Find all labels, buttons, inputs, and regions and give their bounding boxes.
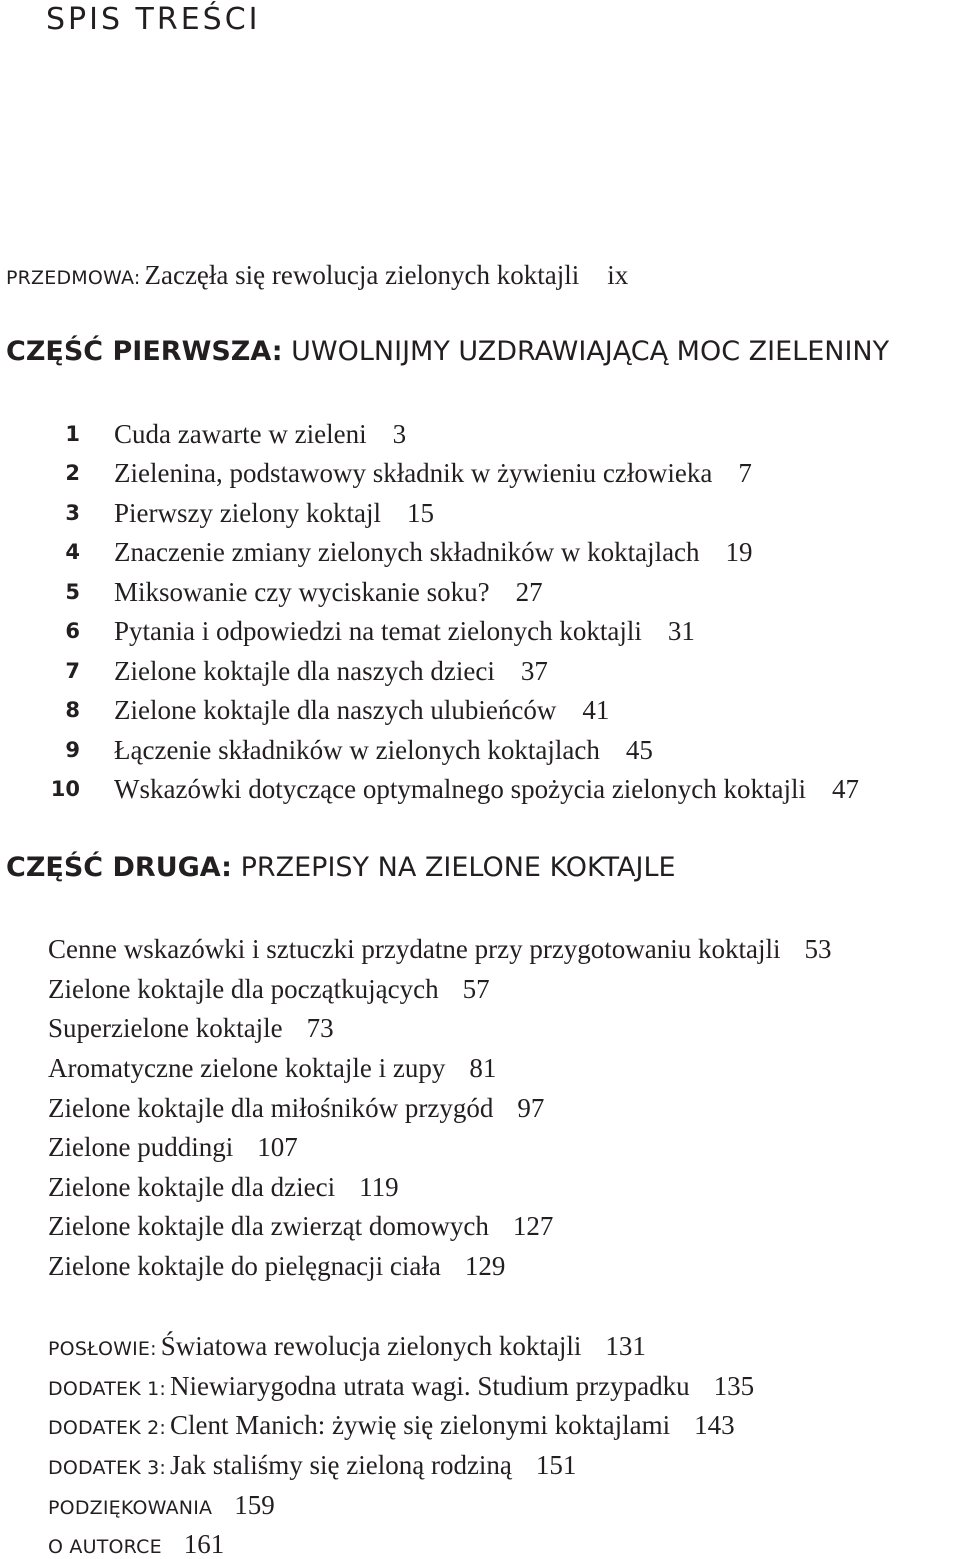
section-title: Zielone koktajle dla miłośników przygód	[48, 1093, 494, 1123]
chapter-title: Zielone koktajle dla naszych dzieci	[114, 656, 495, 686]
entry-label: PODZIĘKOWANIA	[48, 1497, 213, 1519]
section-page: 97	[517, 1093, 545, 1123]
entry-title: Clent Manich: żywię się zielonymi koktajlami	[170, 1410, 671, 1440]
chapter-title: Cuda zawarte w zieleni	[114, 419, 367, 449]
section-page: 57	[462, 974, 490, 1004]
chapter-number: 1	[65, 422, 80, 446]
entry-label: PRZEDMOWA:	[6, 267, 141, 289]
section-entry[interactable]	[48, 1174, 399, 1201]
part-title: PRZEPISY NA ZIELONE KOKTAJLE	[240, 852, 676, 883]
entry-title: Jak staliśmy się zieloną rodziną	[170, 1450, 512, 1480]
chapter-number: 7	[65, 659, 80, 683]
entry-title: Niewiarygodna utrata wagi. Studium przypadku	[170, 1371, 690, 1401]
toc-entry-afterword[interactable]	[48, 1333, 646, 1360]
entry-label: DODATEK 2:	[48, 1417, 167, 1439]
chapter-number: 9	[65, 738, 80, 762]
entry-page: 159	[234, 1490, 275, 1520]
part-label: CZĘŚĆ PIERWSZA:	[6, 336, 283, 367]
chapter-title: Zielenina, podstawowy składnik w żywieniu człowieka	[114, 458, 713, 488]
part-two-heading[interactable]	[6, 854, 676, 881]
section-entry[interactable]	[48, 1253, 505, 1280]
chapter-title: Miksowanie czy wyciskanie soku?	[114, 577, 490, 607]
chapter-title: Pierwszy zielony koktajl	[114, 498, 381, 528]
toc-entry-appendix-3[interactable]	[48, 1452, 576, 1479]
chapter-page: 45	[625, 735, 653, 765]
chapter-page: 19	[725, 537, 753, 567]
chapter-page: 41	[582, 695, 610, 725]
entry-page: 131	[605, 1331, 646, 1361]
toc-entry-appendix-1[interactable]	[48, 1373, 754, 1400]
entry-label: POSŁOWIE:	[48, 1338, 157, 1360]
part-one-heading[interactable]	[6, 338, 889, 365]
chapter-title: Zielone koktajle dla naszych ulubieńców	[114, 695, 557, 725]
chapter-title: Wskazówki dotyczące optymalnego spożycia zielonych koktajli	[114, 774, 807, 804]
entry-page: 143	[694, 1410, 735, 1440]
chapter-page: 3	[392, 419, 407, 449]
section-entry[interactable]	[48, 1213, 553, 1240]
part-label: CZĘŚĆ DRUGA:	[6, 852, 232, 883]
entry-title: Światowa rewolucja zielonych koktajli	[160, 1331, 582, 1361]
chapter-page: 37	[520, 656, 548, 686]
chapter-page: 7	[738, 458, 752, 488]
entry-page: 151	[535, 1450, 577, 1480]
section-entry[interactable]	[48, 1055, 496, 1082]
chapter-page: 27	[515, 577, 543, 607]
chapter-page: 47	[832, 774, 860, 804]
toc-entry-about-author[interactable]	[48, 1531, 224, 1558]
section-entry[interactable]	[48, 1095, 544, 1122]
entry-page: ix	[607, 260, 629, 290]
chapter-page: 15	[406, 498, 434, 528]
section-title: Aromatyczne zielone koktajle i zupy	[48, 1053, 446, 1083]
entry-label: O AUTORCE	[48, 1536, 162, 1558]
section-title: Zielone koktajle do pielęgnacji ciała	[48, 1251, 441, 1281]
entry-label: DODATEK 3:	[48, 1457, 167, 1479]
chapter-number: 3	[65, 501, 80, 525]
section-title: Superzielone koktajle	[48, 1013, 283, 1043]
chapter-number: 4	[65, 540, 80, 564]
section-page: 73	[306, 1013, 334, 1043]
entry-label: DODATEK 1:	[48, 1378, 167, 1400]
chapter-title: Znaczenie zmiany zielonych składników w koktajlach	[114, 537, 700, 567]
chapter-number: 8	[65, 698, 80, 722]
entry-page: 161	[183, 1529, 225, 1559]
page-title: SPIS TREŚCI	[46, 2, 261, 37]
section-page: 53	[804, 934, 832, 964]
section-page: 107	[257, 1132, 298, 1162]
section-entry[interactable]	[48, 976, 490, 1003]
section-entry[interactable]	[48, 936, 832, 963]
chapter-number: 2	[65, 461, 80, 485]
section-page: 119	[359, 1172, 399, 1202]
chapter-page: 31	[667, 616, 695, 646]
entry-page: 135	[713, 1371, 755, 1401]
chapter-title: Pytania i odpowiedzi na temat zielonych koktajli	[114, 616, 642, 646]
section-entry[interactable]	[48, 1134, 298, 1161]
chapter-number: 10	[50, 777, 80, 801]
section-page: 81	[469, 1053, 497, 1083]
chapter-number: 5	[65, 580, 80, 604]
part-title: UWOLNIJMY UZDRAWIAJĄCĄ MOC ZIELENINY	[291, 336, 890, 367]
section-entry[interactable]	[48, 1015, 334, 1042]
chapter-number: 6	[65, 619, 80, 643]
section-title: Zielone puddingi	[48, 1132, 234, 1162]
section-title: Zielone koktajle dla dzieci	[48, 1172, 336, 1202]
section-page: 127	[512, 1211, 554, 1241]
section-title: Zielone koktajle dla zwierząt domowych	[48, 1211, 489, 1241]
toc-entry-preface[interactable]	[6, 262, 628, 289]
section-page: 129	[464, 1251, 506, 1281]
entry-title: Zaczęła się rewolucja zielonych koktajli	[144, 260, 580, 290]
chapter-title: Łączenie składników w zielonych koktajlach	[114, 735, 600, 765]
section-title: Cenne wskazówki i sztuczki przydatne przy przygotowaniu koktajli	[48, 934, 781, 964]
toc-entry-acknowledgements[interactable]	[48, 1492, 275, 1519]
section-title: Zielone koktajle dla początkujących	[48, 974, 439, 1004]
toc-entry-appendix-2[interactable]	[48, 1412, 735, 1439]
